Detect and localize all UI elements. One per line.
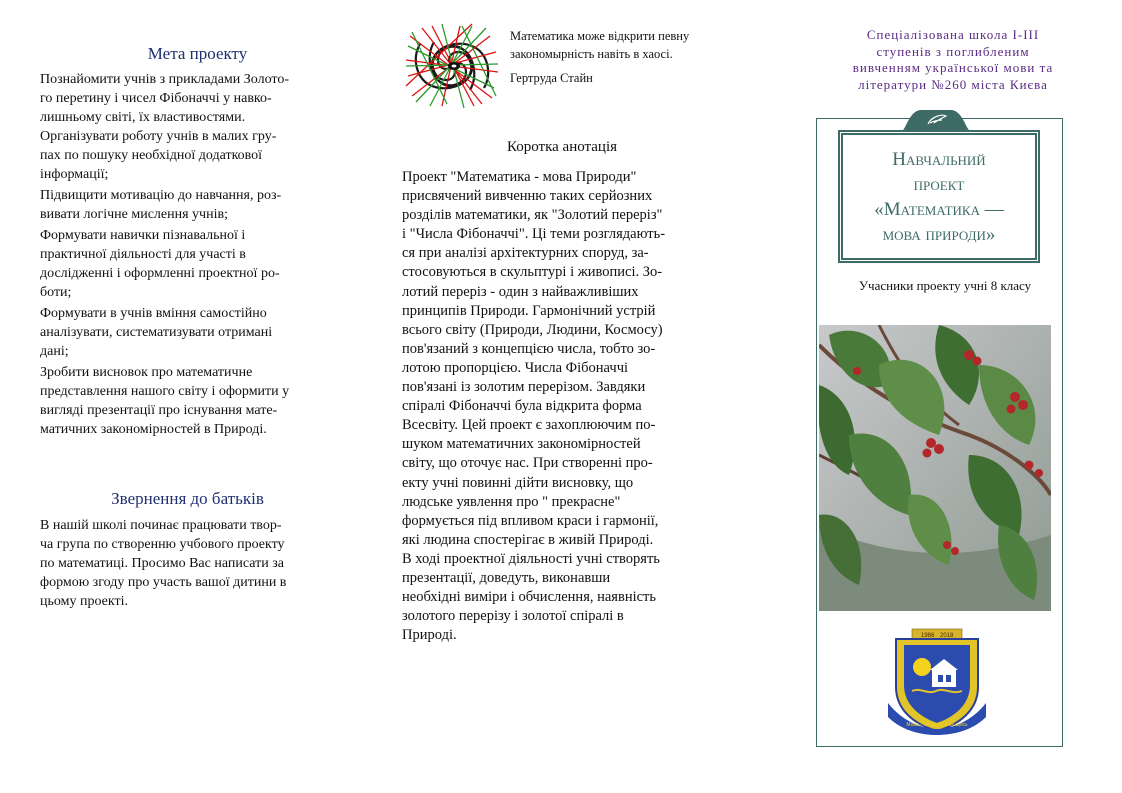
parents-line: цьому проекті. xyxy=(40,594,128,609)
goal-line: боти; xyxy=(40,285,72,300)
school-line: Спеціалізована школа І-ІІІ xyxy=(866,27,1040,42)
title-line: мова природи» xyxy=(882,224,996,245)
goal-line: Познайомити учнів з прикладами Золото- xyxy=(40,72,289,87)
goal-list xyxy=(40,70,355,441)
quote-author: Гертруда Стайн xyxy=(510,71,593,85)
annotation-line: принципів Природи. Гармонічний устрій xyxy=(402,302,656,319)
goal-line: Організувати роботу учнів в малих гру- xyxy=(40,129,277,144)
parents-line: ча група по створенню учбового проекту xyxy=(40,537,285,552)
goal-item xyxy=(40,70,355,184)
annotation-line: золотого перерізу і золотої спіралі в xyxy=(402,608,624,625)
annotation-line: присвячений вивченню таких серйозних xyxy=(402,188,653,205)
annotation-line: шуком математичних закономірностей xyxy=(402,436,641,453)
spiral-icon xyxy=(402,22,502,110)
goal-line: Формувати в учнів вміння самостійно xyxy=(40,306,267,321)
emblem-year-left: 1986 xyxy=(921,633,935,639)
epigraph-quote xyxy=(510,27,740,87)
goal-line: аналізувати, систематизувати отримані xyxy=(40,325,273,340)
quote-line: Математика може відкрити певну xyxy=(510,29,690,43)
goal-line: го перетину і чисел Фібоначчі у навко- xyxy=(40,91,272,106)
fibonacci-spiral-image xyxy=(402,22,502,110)
goal-line: практичної діяльності для участі в xyxy=(40,247,246,262)
annotation-line: необхідні виміри і обчислення, наявність xyxy=(402,589,656,606)
annotation-line: Природі. xyxy=(402,627,457,644)
annotation-text xyxy=(402,168,732,645)
annotation-line: екту учні повинні дійти висновку, що xyxy=(402,474,634,491)
annotation-line: ся при аналізі архітектурних споруд, за- xyxy=(402,245,649,262)
annotation-line: лотою пропорцією. Числа Фібоначчі xyxy=(402,359,629,376)
goal-line: дані; xyxy=(40,344,69,359)
goal-line: Зробити висновок про математичне xyxy=(40,365,253,380)
goal-line: дослідженні і оформленні проектної ро- xyxy=(40,266,280,281)
goal-line: представлення нашого світу і оформити у xyxy=(40,384,290,399)
panel-tab xyxy=(900,108,972,132)
parents-line: формою згоду про участь вашої дитини в xyxy=(40,575,287,590)
title-line: «Математика — xyxy=(874,199,1004,220)
annotation-line: пов'язані із золотим перерізом. Завдяки xyxy=(402,379,646,396)
hawthorn-photo xyxy=(819,325,1051,611)
annotation-line: В ході проектної діяльності учні створять xyxy=(402,550,660,567)
goal-line: вивати логічне мислення учнів; xyxy=(40,207,228,222)
school-name xyxy=(818,27,1088,93)
school-emblem xyxy=(882,625,992,737)
participants-text: Учасники проекту учні 8 класу xyxy=(858,278,1032,293)
emblem-motto: Мова - не засіб, а це щось xyxy=(906,722,968,728)
quote-line: закономырність навіть в хаосі. xyxy=(510,47,673,61)
annotation-line: лотий переріз - один з найважливіших xyxy=(402,283,639,300)
emblem-year-right: 2018 xyxy=(940,633,954,639)
annotation-line: всього світу (Природи, Людини, Космосу) xyxy=(402,321,663,338)
annotation-line: Проект "Математика - мова Природи" xyxy=(402,169,637,185)
parents-line: по математиці. Просимо Вас написати за xyxy=(40,556,284,571)
annotation-line: формується під впливом краси і гармонії, xyxy=(402,512,659,529)
annotation-line: Всесвіту. Цей проект є захоплюючим по- xyxy=(402,417,656,434)
title-line: проект xyxy=(913,174,965,195)
school-line: літератури №260 міста Києва xyxy=(858,76,1048,92)
goal-line: Формувати навички пізнавальної і xyxy=(40,228,246,243)
school-line: ступенів з поглибленим xyxy=(876,43,1030,59)
title-line: Навчальний xyxy=(892,149,986,170)
parents-text xyxy=(40,516,355,611)
annotation-title: Коротка анотація xyxy=(506,139,618,155)
goal-item xyxy=(40,226,355,302)
goal-line: матичних закономірностей в Природі. xyxy=(40,422,267,437)
parents-line: В нашій школі починає працювати твор- xyxy=(40,518,282,533)
project-title-box xyxy=(838,130,1040,263)
annotation-line: стосовуються в скульптурі і живописі. Зо- xyxy=(402,264,663,281)
goal-line: пах по пошуку необхідної додаткової xyxy=(40,148,263,163)
annotation-line: світу, що оточує нас. При створенні про- xyxy=(402,455,653,472)
school-line: вивченням української мови та xyxy=(852,60,1054,75)
goal-line: вигляді презентації про існування мате- xyxy=(40,403,278,418)
parents-title: Звернення до батьків xyxy=(111,489,264,508)
annotation-line: які людина спостерігає в живій Природі. xyxy=(402,531,654,548)
goal-line: інформації; xyxy=(40,167,109,182)
annotation-line: спіралі Фібоначчі була відкрита форма xyxy=(402,398,642,415)
goal-item xyxy=(40,304,355,361)
annotation-line: людське уявлення про " прекрасне" xyxy=(402,493,621,510)
goal-item xyxy=(40,363,355,439)
annotation-line: розділів математики, як "Золотий переріз" xyxy=(402,207,663,224)
annotation-line: і "Числа Фібоначчі". Ці теми розглядають- xyxy=(402,226,666,243)
annotation-line: презентації, доведуть, виконавши xyxy=(402,569,611,586)
goal-line: Підвищити мотивацію до навчання, роз- xyxy=(40,188,282,203)
goal-title: Мета проекту xyxy=(147,44,248,63)
goal-line: лишньому світі, їх властивостями. xyxy=(40,110,246,125)
annotation-line: пов'язаний з концепцією числа, тобто зо- xyxy=(402,340,656,357)
goal-item xyxy=(40,186,355,224)
